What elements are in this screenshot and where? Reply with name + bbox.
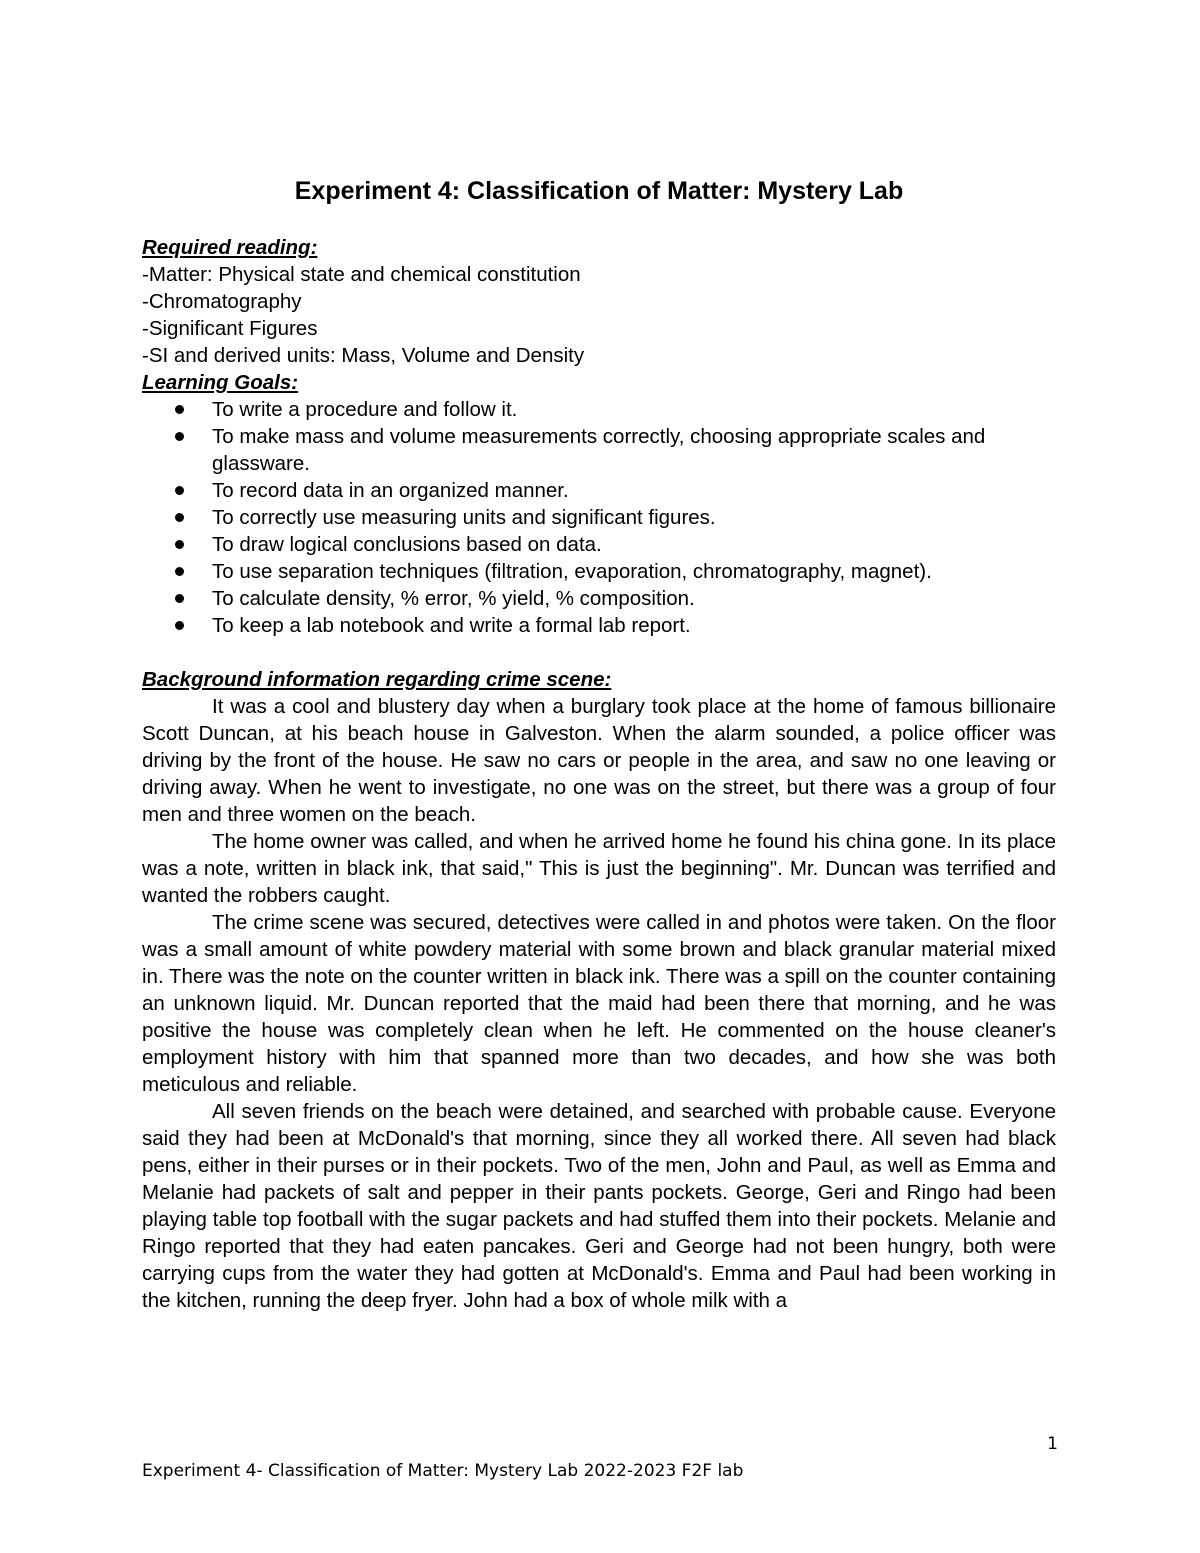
goal-item [142,477,1056,504]
background-paragraph: All seven friends on the beach were detained, and searched with probable cause. Everyone said they had been at McDonald's that morning, since they all worked there. All seven had black pens, either in their purses or in their pockets. Two of the men, John and Paul, as well as Emma and Melanie had packets of salt and pepper in their pants pockets. George, Geri and Ringo had been playing table top football with the sugar packets and had stuffed them into their pockets. Melanie and Ringo reported that they had eaten pancakes. Geri and George had not been hungry, both were carrying cups from the water they had gotten at McDonald's. Emma and Paul had been working in the kitchen, running the deep fryer. John had a box of whole milk with a [142,1100,1056,1312]
goal-text: To draw logical conclusions based on data. [212,533,602,556]
bullet-icon [175,594,184,603]
reading-item: -SI and derived units: Mass, Volume and Density [142,344,585,367]
goal-item [142,423,1056,477]
document-body [142,170,1056,1314]
required-reading-heading: Required reading: [142,236,318,259]
background-paragraph: The crime scene was secured, detectives were called in and photos were taken. On the floor was a small amount of white powdery material with some brown and black granular material mixed in. There was the note on the counter written in black ink. There was a spill on the counter containing an unknown liquid. Mr. Duncan reported that the maid had been there that morning, and he was positive the house was completely clean when he left. He commented on the house cleaner's employment history with him that spanned more than two decades, and how she was both meticulous and reliable. [142,911,1056,1096]
page-number: 1 [1047,1434,1058,1454]
learning-goals-list [142,396,1056,639]
background-paragraph: The home owner was called, and when he arrived home he found his china gone. In its place was a note, written in black ink, that said," This is just the beginning". Mr. Duncan was terrified and wanted the robbers caught. [142,830,1056,907]
background-section [142,666,1056,1314]
bullet-icon [175,513,184,522]
page-footer: Experiment 4- Classification of Matter: Mystery Lab 2022-2023 F2F lab [142,1461,744,1481]
goal-item [142,585,1056,612]
goal-text: To make mass and volume measurements correctly, choosing appropriate scales and glassware. [212,425,986,475]
goal-text: To record data in an organized manner. [212,479,569,502]
goal-item [142,531,1056,558]
goal-text: To correctly use measuring units and significant figures. [212,506,716,529]
reading-item: -Matter: Physical state and chemical constitution [142,263,581,286]
learning-goals-section [142,369,1056,639]
page-title: Experiment 4: Classification of Matter: Mystery Lab [294,177,904,205]
goal-text: To write a procedure and follow it. [212,398,518,421]
bullet-icon [175,432,184,441]
background-heading: Background information regarding crime scene: [142,668,612,691]
learning-goals-heading: Learning Goals: [142,371,299,394]
goal-item [142,504,1056,531]
goal-text: To use separation techniques (filtration, evaporation, chromatography, magnet). [212,560,932,583]
bullet-icon [175,540,184,549]
reading-item: -Chromatography [142,290,302,313]
background-paragraph: It was a cool and blustery day when a burglary took place at the home of famous billionaire Scott Duncan, at his beach house in Galveston. When the alarm sounded, a police officer was driving by the front of the house. He saw no cars or people in the area, and saw no one leaving or driving away. When he went to investigate, no one was on the street, but there was a group of four men and three women on the beach. [142,695,1056,826]
required-reading-section [142,234,1056,369]
goal-text: To calculate density, % error, % yield, % composition. [212,587,695,610]
bullet-icon [175,486,184,495]
bullet-icon [175,621,184,630]
goal-item [142,612,1056,639]
goal-item [142,396,1056,423]
bullet-icon [175,567,184,576]
reading-item: -Significant Figures [142,317,318,340]
bullet-icon [175,405,184,414]
goal-item [142,558,1056,585]
section-spacer [142,639,1056,666]
goal-text: To keep a lab notebook and write a formal lab report. [212,614,691,637]
